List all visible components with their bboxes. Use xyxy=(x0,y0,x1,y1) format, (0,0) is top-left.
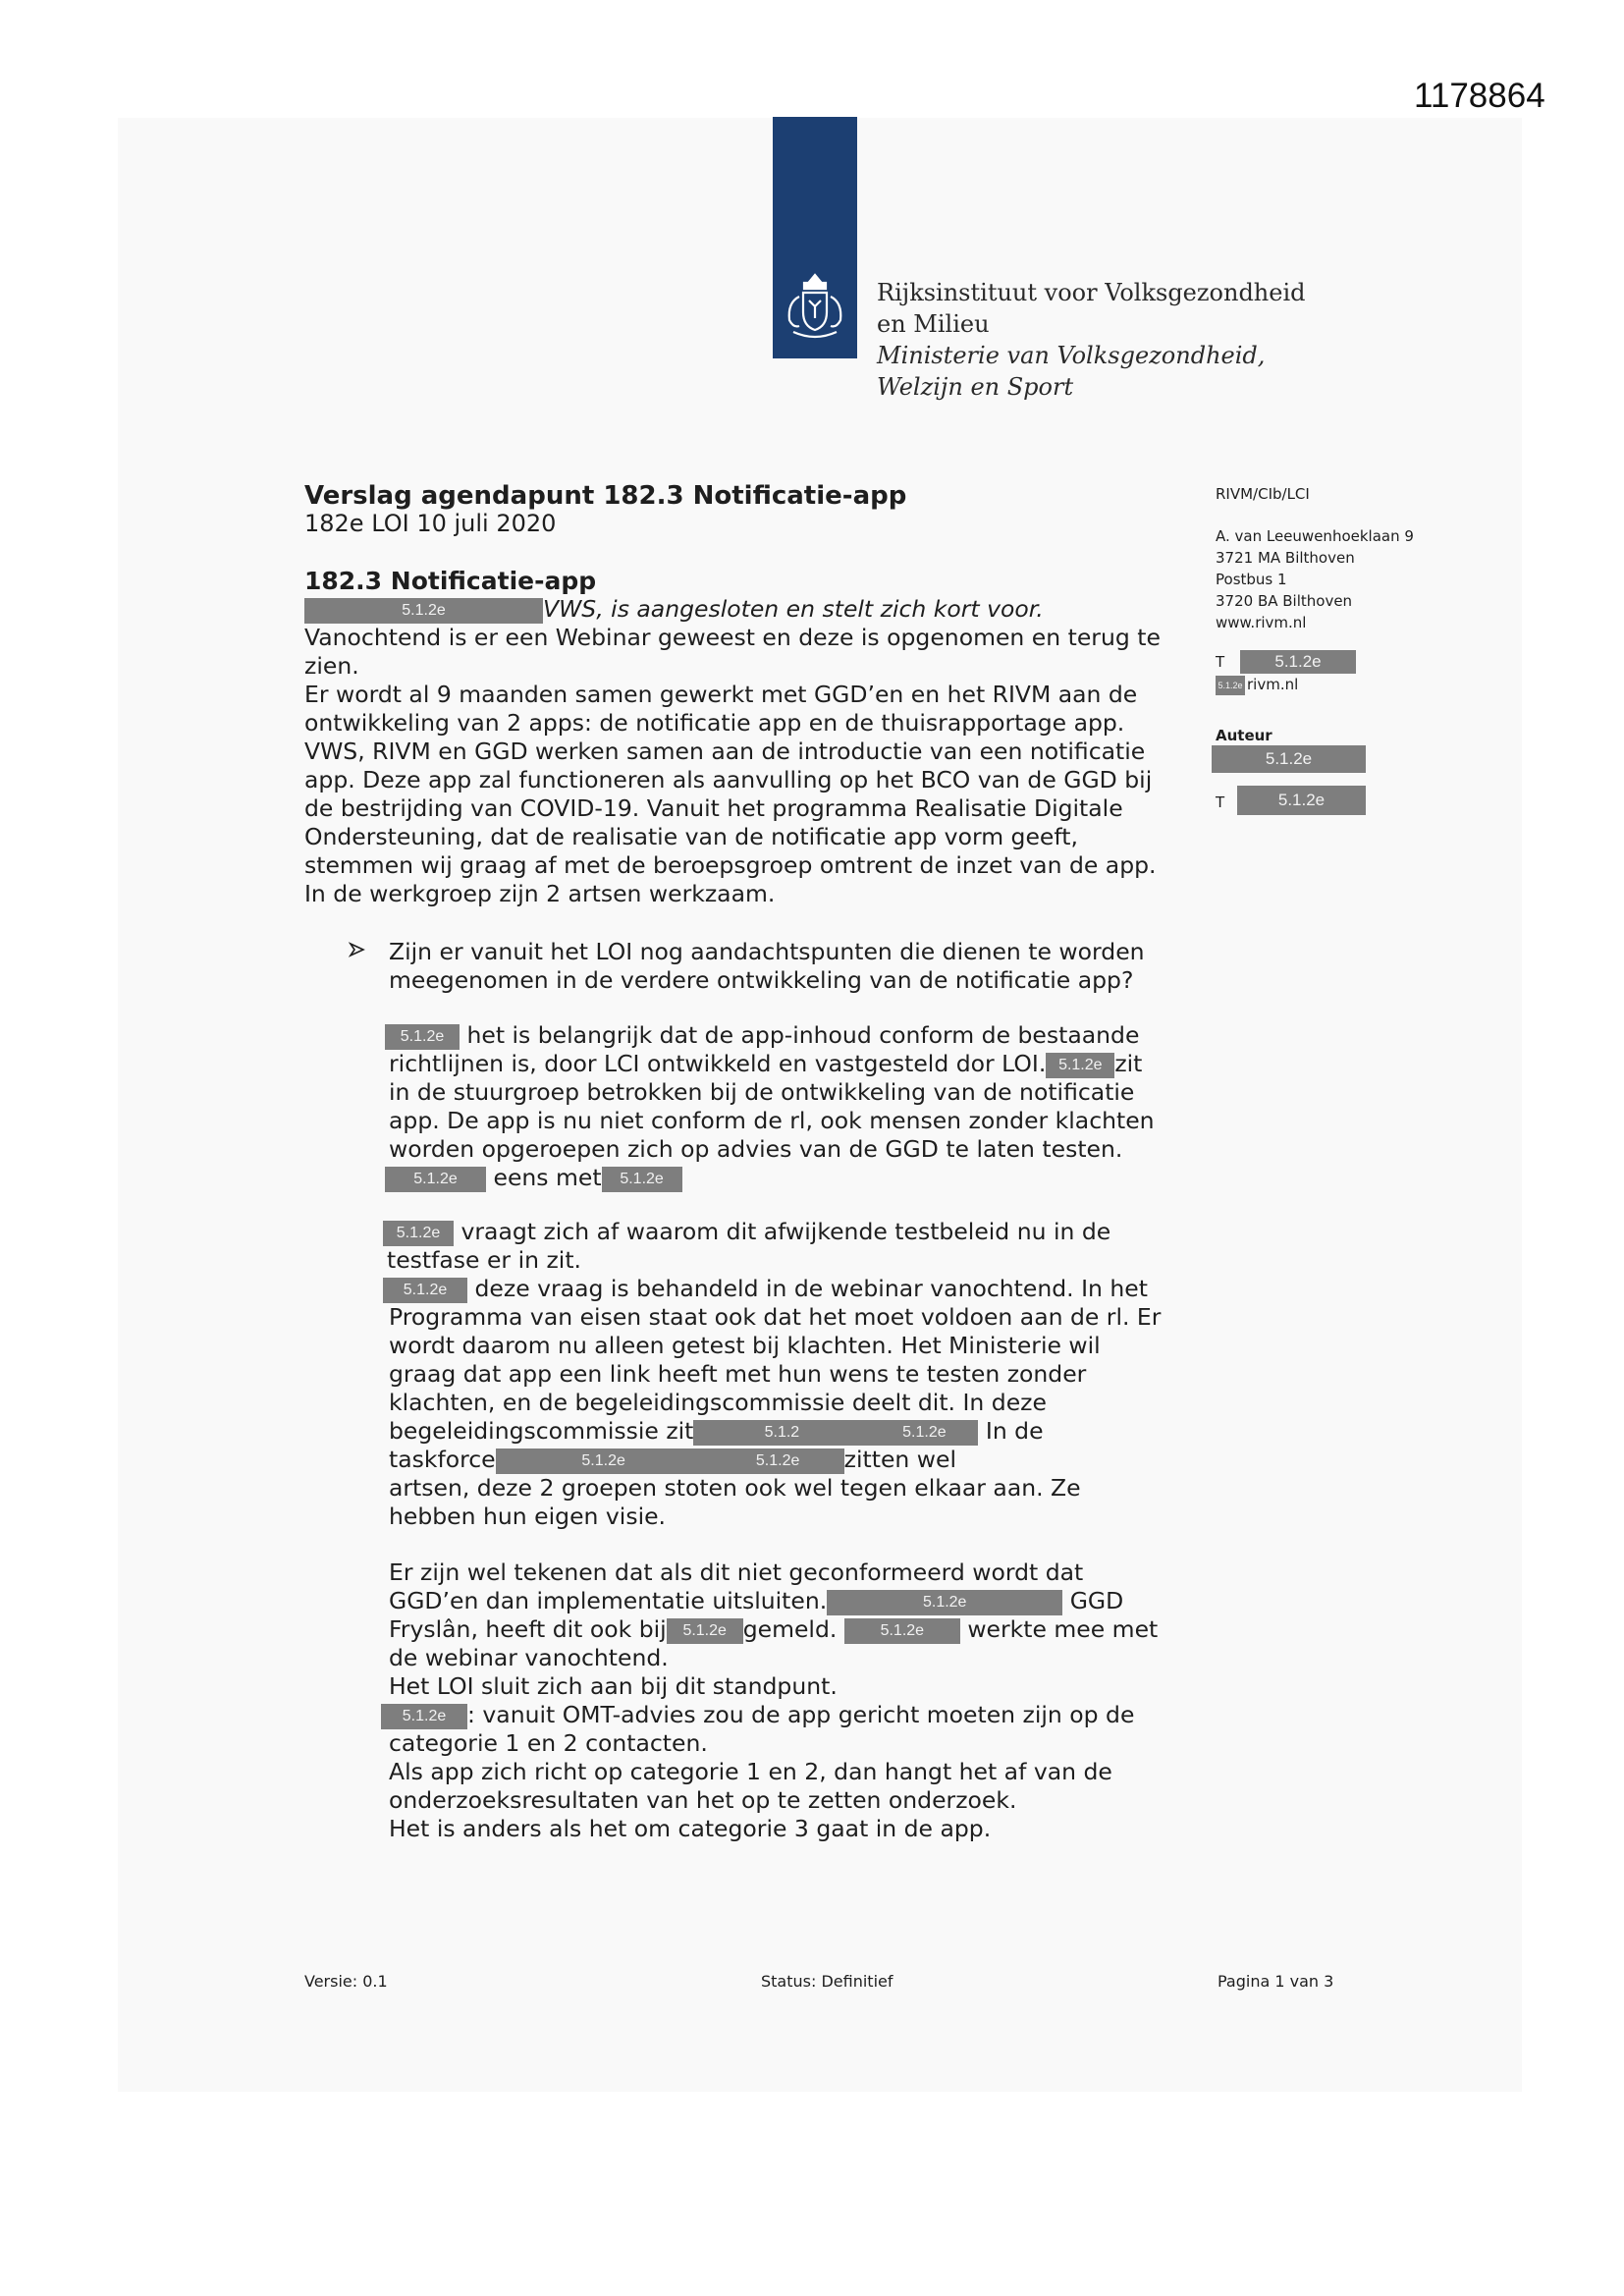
text-line: ontwikkeling van 2 apps: de notificatie app en de thuisrapportage app. xyxy=(304,709,1125,737)
redaction-block: 5.1.2e xyxy=(602,1167,682,1192)
text-line xyxy=(383,1218,1110,1246)
text-span: In de xyxy=(985,1417,1044,1445)
text-span: taskforce xyxy=(389,1446,496,1473)
text-span: eens met xyxy=(493,1164,602,1191)
footer-page: Pagina 1 van 3 xyxy=(1218,1972,1334,1991)
text-line: In de werkgroep zijn 2 artsen werkzaam. xyxy=(304,880,776,907)
redaction-block: 5.1.2e xyxy=(667,1618,743,1644)
sidebar-address xyxy=(1216,525,1414,633)
footer-version: Versie: 0.1 xyxy=(304,1972,388,1991)
address-line: Postbus 1 xyxy=(1216,571,1287,588)
sidebar-author-phone-label: T xyxy=(1216,793,1225,811)
sidebar-author-label: Auteur xyxy=(1216,727,1272,744)
redaction-block: 5.1.2e xyxy=(1216,676,1245,695)
redaction-block: 5.1.2e xyxy=(827,1590,1062,1615)
text-span: het is belangrijk dat de app-inhoud conform de bestaande xyxy=(466,1021,1140,1049)
text-span: deze vraag is behandeld in de webinar vanochtend. In het xyxy=(474,1275,1148,1302)
intro-text: VWS, is aangesloten en stelt zich kort voor. xyxy=(543,595,1044,623)
text-span: begeleidingscommissie zit xyxy=(389,1417,694,1445)
text-line: app. Deze app zal functioneren als aanvulling op het BCO van de GGD bij xyxy=(304,766,1153,793)
redaction-block: 5.1.2e xyxy=(1240,650,1356,674)
text-line: Er wordt al 9 maanden samen gewerkt met GGD’en en het RIVM aan de xyxy=(304,681,1138,708)
redaction-block: 5.1.2e xyxy=(870,1420,978,1446)
text-line: meegenomen in de verdere ontwikkeling van de notificatie app? xyxy=(389,966,1134,994)
text-line: hebben hun eigen visie. xyxy=(389,1503,667,1530)
text-span: richtlijnen is, door LCI ontwikkeld en vastgesteld dor LOI. xyxy=(389,1050,1047,1077)
doc-subtitle: 182e LOI 10 juli 2020 xyxy=(304,510,557,537)
section-title: 182.3 Notificatie-app xyxy=(304,567,597,595)
text-line xyxy=(389,1446,956,1474)
redaction-block: 5.1.2e xyxy=(712,1449,844,1474)
text-line: artsen, deze 2 groepen stoten ook wel tegen elkaar aan. Ze xyxy=(389,1474,1081,1502)
text-line: onderzoeksresultaten van het op te zetten onderzoek. xyxy=(389,1786,1017,1814)
text-line: klachten, en de begeleidingscommissie deelt dit. In deze xyxy=(389,1389,1047,1416)
address-line: A. van Leeuwenhoeklaan 9 xyxy=(1216,527,1414,545)
text-line: wordt daarom nu alleen getest bij klachten. Het Ministerie wil xyxy=(389,1332,1101,1359)
text-span: vraagt zich af waarom dit afwijkende testbeleid nu in de xyxy=(460,1218,1111,1245)
text-line: testfase er in zit. xyxy=(387,1246,582,1274)
crest-icon xyxy=(776,267,854,346)
arrow-bullet-icon xyxy=(349,941,366,958)
text-line: zien. xyxy=(304,652,359,680)
redaction-block: 5.1.2e xyxy=(1237,786,1366,815)
sidebar-email: rivm.nl xyxy=(1247,676,1299,693)
text-line: stemmen wij graag af met de beroepsgroep omtrent de inzet van de app. xyxy=(304,851,1157,879)
text-span: GGD xyxy=(1069,1587,1124,1614)
address-line: www.rivm.nl xyxy=(1216,614,1307,631)
org-line-3: Ministerie van Volksgezondheid, xyxy=(877,342,1266,369)
text-line xyxy=(385,1164,682,1192)
redaction-block: 5.1.2e xyxy=(496,1449,712,1474)
org-line-1: Rijksinstituut voor Volksgezondheid xyxy=(877,279,1306,306)
text-line: Er zijn wel tekenen dat als dit niet geconformeerd wordt dat xyxy=(389,1558,1084,1586)
text-line: worden opgeroepen zich op advies van de GGD te laten testen. xyxy=(389,1135,1123,1163)
text-line: Zijn er vanuit het LOI nog aandachtspunten die dienen te worden xyxy=(389,938,1145,965)
text-line xyxy=(304,595,1044,624)
text-span: zit xyxy=(1114,1050,1143,1077)
redaction-block: 5.1.2e xyxy=(385,1167,486,1192)
doc-title: Verslag agendapunt 182.3 Notificatie-app xyxy=(304,481,907,511)
text-line: graag dat app een link heeft met hun wens te testen zonder xyxy=(389,1360,1087,1388)
address-line: 3720 BA Bilthoven xyxy=(1216,592,1353,610)
text-span: Fryslân, heeft dit ook bij xyxy=(389,1615,667,1643)
text-line xyxy=(389,1050,1142,1078)
text-line xyxy=(385,1021,1139,1050)
text-line: categorie 1 en 2 contacten. xyxy=(389,1729,708,1757)
text-span: GGD’en dan implementatie uitsluiten. xyxy=(389,1587,828,1614)
text-line: Het is anders als het om categorie 3 gaat in de app. xyxy=(389,1815,992,1842)
text-line xyxy=(381,1701,1134,1729)
text-span: gemeld. xyxy=(742,1615,838,1643)
org-line-2: en Milieu xyxy=(877,310,990,338)
text-line xyxy=(389,1417,1044,1446)
redaction-block: 5.1.2e xyxy=(844,1618,960,1644)
text-line: de webinar vanochtend. xyxy=(389,1644,669,1671)
text-line xyxy=(389,1615,1158,1644)
redaction-block: 5.1.2e xyxy=(1046,1053,1114,1078)
text-span: : vanuit OMT-advies zou de app gericht moeten zijn op de xyxy=(467,1701,1135,1728)
org-line-4: Welzijn en Sport xyxy=(877,373,1074,401)
text-line: VWS, RIVM en GGD werken samen aan de introductie van een notificatie xyxy=(304,738,1146,765)
text-line: Vanochtend is er een Webinar geweest en deze is opgenomen en terug te xyxy=(304,624,1161,651)
text-line xyxy=(383,1275,1148,1303)
redaction-block: 5.1.2 xyxy=(693,1420,870,1446)
redaction-block: 5.1.2e xyxy=(383,1221,454,1246)
text-line: Programma van eisen staat ook dat het moet voldoen aan de rl. Er xyxy=(389,1303,1162,1331)
sidebar-dept: RIVM/CIb/LCI xyxy=(1216,485,1310,503)
text-line: app. De app is nu niet conform de rl, ook mensen zonder klachten xyxy=(389,1107,1155,1134)
text-span: zitten wel xyxy=(843,1446,956,1473)
text-line: in de stuurgroep betrokken bij de ontwikkeling van de notificatie xyxy=(389,1078,1135,1106)
redaction-block: 5.1.2e xyxy=(383,1278,467,1303)
text-span: werkte mee met xyxy=(967,1615,1159,1643)
text-line xyxy=(389,1587,1123,1615)
text-line: Het LOI sluit zich aan bij dit standpunt. xyxy=(389,1672,838,1700)
redaction-block: 5.1.2e xyxy=(304,598,543,624)
redaction-block: 5.1.2e xyxy=(385,1024,460,1050)
sidebar-phone-label: T xyxy=(1216,653,1225,671)
organisation-name xyxy=(877,277,1306,403)
text-line: de bestrijding van COVID-19. Vanuit het programma Realisatie Digitale xyxy=(304,794,1123,822)
document-number: 1178864 xyxy=(1414,77,1545,115)
redaction-block: 5.1.2e xyxy=(381,1704,467,1729)
text-line: Ondersteuning, dat de realisatie van de notificatie app vorm geeft, xyxy=(304,823,1078,850)
redaction-block: 5.1.2e xyxy=(1212,745,1366,773)
text-line: Als app zich richt op categorie 1 en 2, dan hangt het af van de xyxy=(389,1758,1112,1785)
address-line: 3721 MA Bilthoven xyxy=(1216,549,1355,567)
footer-status: Status: Definitief xyxy=(761,1972,893,1991)
